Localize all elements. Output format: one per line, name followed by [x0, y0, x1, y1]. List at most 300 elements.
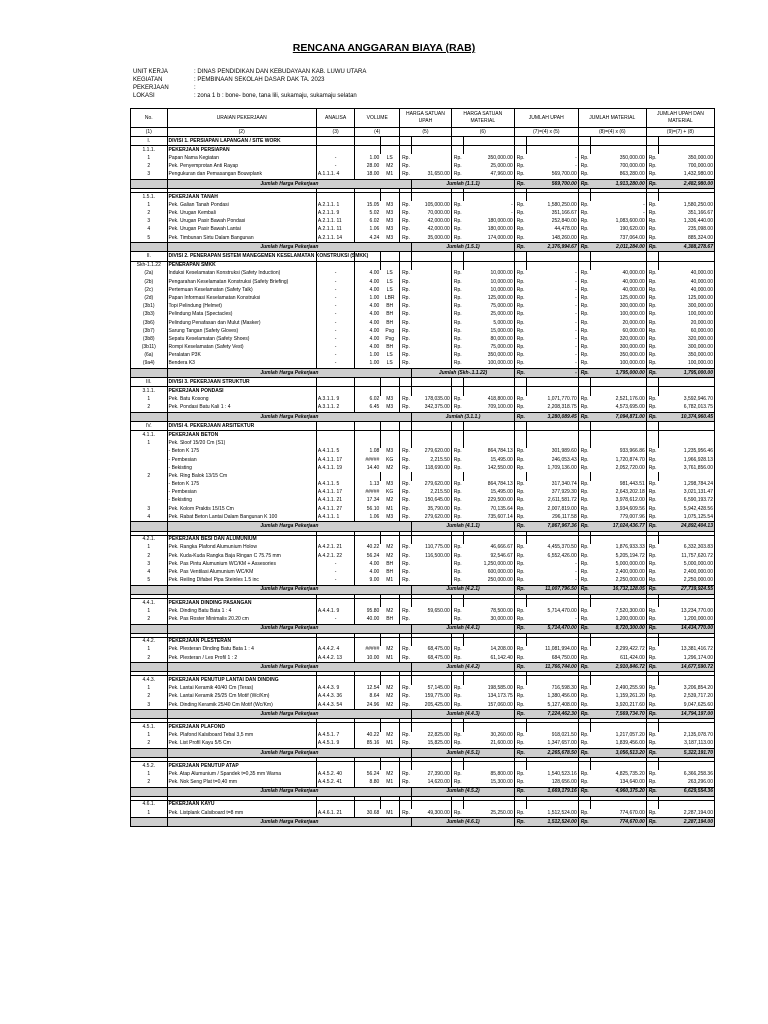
harga-material: 30,260.00: [464, 732, 515, 740]
currency-label: Rp.: [646, 693, 658, 701]
row-number: (3b3): [131, 311, 168, 319]
currency-label: Rp.: [451, 464, 463, 472]
empty-cell: [355, 387, 380, 396]
empty-cell: [400, 723, 412, 732]
currency-label: Rp.: [400, 577, 412, 586]
empty-cell: [514, 676, 526, 685]
currency-label: Rp.: [400, 210, 412, 218]
empty-cell: [380, 431, 399, 440]
empty-cell: [590, 800, 646, 809]
currency-label: Rp.: [578, 344, 590, 352]
empty-cell: [464, 762, 515, 771]
analisa-code: A.2.1.1. 1: [316, 201, 355, 209]
currency-label: Rp.: [646, 210, 658, 218]
currency-label: Rp.: [400, 568, 412, 576]
section-row: [131, 723, 715, 732]
item-description: - Beton K 175: [167, 448, 316, 456]
harga-upah: [412, 568, 452, 576]
subtotal-total: 1,795,000.00: [658, 369, 714, 378]
jumlah-upah: 246,053.43: [526, 456, 578, 464]
volume-unit: M2: [380, 770, 399, 778]
volume-unit: M1: [380, 654, 399, 663]
volume-qty: 1.06: [355, 513, 380, 522]
subtotal-upah: 1,669,179.16: [526, 787, 578, 796]
jumlah-material: 2,490,255.90: [590, 685, 646, 693]
empty-cell: [412, 252, 452, 261]
jumlah-total: 351,166.67: [658, 210, 714, 218]
jumlah-material: 4,825,735.20: [590, 770, 646, 778]
empty-cell: [526, 440, 578, 448]
meta-label: KEGIATAN: [133, 77, 163, 83]
volume-qty: 56.24: [355, 552, 380, 560]
empty-cell: [380, 535, 399, 544]
item-description: Pek. Listplank Calsiboard t=8 mm: [167, 809, 316, 818]
row-number: 1: [131, 685, 168, 693]
empty-cell: [355, 261, 380, 270]
subtotal-row: [131, 787, 715, 796]
currency-label: Rp.: [578, 327, 590, 335]
empty-cell: [316, 440, 355, 448]
empty-cell: [451, 762, 463, 771]
empty-cell: [646, 193, 658, 202]
empty-cell: [400, 431, 412, 440]
empty-cell: [355, 137, 380, 146]
jumlah-material: 1,083,600.00: [590, 218, 646, 226]
subtotal-material: 2,011,284.00: [590, 243, 646, 252]
document-title: RENCANA ANGGARAN BIAYA (RAB): [292, 42, 476, 54]
row-number: 3: [131, 171, 168, 180]
subtotal-label: Jumlah Harga Pekerjaan: [167, 413, 412, 422]
currency-label: Rp.: [451, 732, 463, 740]
subtotal-row: [131, 179, 715, 188]
jumlah-total: 3,761,856.00: [658, 464, 714, 472]
empty-cell: [355, 676, 380, 685]
subtotal-row: [131, 369, 715, 378]
volume-qty: #####: [355, 646, 380, 654]
currency-label: Rp.: [451, 615, 463, 624]
currency-label: Rp.: [514, 663, 526, 672]
table-row: [131, 226, 715, 234]
section-title: PEKERJAAN PERSIAPAN: [167, 146, 316, 155]
volume-unit: M3: [380, 210, 399, 218]
empty-cell: [464, 472, 515, 480]
empty-cell: [355, 422, 380, 431]
currency-label: Rp.: [514, 154, 526, 162]
table-header-row: [131, 109, 715, 128]
jumlah-material: 5,000,000.00: [590, 560, 646, 568]
subtotal-upah: 3,280,089.45: [526, 413, 578, 422]
empty-cell: [412, 387, 452, 396]
item-description: Pek. Dinding Keramik 25/40 Cm Motif (Wc/Km): [167, 701, 316, 710]
item-description: Pek. Batu Kosong: [167, 396, 316, 404]
empty-cell: [646, 535, 658, 544]
currency-label: Rp.: [578, 226, 590, 234]
harga-upah: 42,000.00: [412, 226, 452, 234]
analisa-code: -: [316, 303, 355, 311]
currency-label: Rp.: [514, 456, 526, 464]
currency-label: Rp.: [646, 243, 658, 252]
jumlah-material: 1,217,057.20: [590, 732, 646, 740]
volume-qty: 4.00: [355, 560, 380, 568]
currency-label: Rp.: [646, 740, 658, 749]
currency-label: Rp.: [400, 489, 412, 497]
currency-label: Rp.: [646, 413, 658, 422]
meta-label: LOKASI: [133, 93, 155, 99]
row-number: IV.: [131, 422, 168, 431]
empty-cell: [526, 598, 578, 607]
empty-cell: [380, 598, 399, 607]
currency-label: Rp.: [400, 464, 412, 472]
item-description: - Pembesian: [167, 489, 316, 497]
currency-label: Rp.: [514, 787, 526, 796]
index-cell: (8)=(4) x (6): [578, 128, 646, 137]
division-title: DIVISI 2. PENERAPAN SISTEM MANEGEMEN KESELAMATAN KONSTRUKSI (SMKK): [167, 252, 316, 261]
volume-unit: LS: [380, 270, 399, 278]
empty-cell: [380, 146, 399, 155]
empty-cell: [451, 637, 463, 646]
currency-label: Rp.: [646, 560, 658, 568]
currency-label: Rp.: [514, 646, 526, 654]
empty-cell: [400, 378, 412, 387]
meta-value: : PEMBINAAN SEKOLAH DASAR DAK TA. 2023: [194, 77, 325, 83]
jumlah-upah: 301,989.60: [526, 448, 578, 456]
item-description: Pek. Penyemprotan Anti Rayap: [167, 163, 316, 171]
currency-label: Rp.: [514, 740, 526, 749]
subtotal-label: Jumlah Harga Pekerjaan: [167, 787, 412, 796]
empty-cell: [578, 431, 590, 440]
row-number: 2: [131, 615, 168, 624]
analisa-code: A.2.1.1. 11: [316, 218, 355, 226]
subtotal-upah: 7,224,462.30: [526, 710, 578, 719]
currency-label: Rp.: [451, 513, 463, 522]
index-cell: (3): [316, 128, 355, 137]
subtotal-ref: Jumlah (4.5.2): [412, 787, 515, 796]
currency-label: Rp.: [578, 489, 590, 497]
empty-cell: [578, 472, 590, 480]
item-description: Pek. Dinding Batu Bata 1 : 4: [167, 607, 316, 615]
currency-label: Rp.: [578, 456, 590, 464]
analisa-code: A.4.1.1. 17: [316, 456, 355, 464]
volume-qty: 4.00: [355, 319, 380, 327]
section-row: [131, 800, 715, 809]
item-description: Pek. Ring Balok 13/15 Cm: [167, 472, 316, 480]
currency-label: Rp.: [400, 701, 412, 710]
currency-label: Rp.: [514, 654, 526, 663]
empty-cell: [380, 472, 399, 480]
currency-label: Rp.: [514, 369, 526, 378]
empty-cell: [451, 261, 463, 270]
row-number: [131, 464, 168, 472]
empty-cell: [464, 378, 515, 387]
jumlah-upah: 918,021.50: [526, 732, 578, 740]
currency-label: Rp.: [578, 278, 590, 286]
currency-label: Rp.: [578, 319, 590, 327]
header-jumlah-upah: JUMLAH UPAH: [514, 109, 578, 128]
currency-label: Rp.: [646, 464, 658, 472]
subtotal-ref: Jumlah (4.4.2): [412, 663, 515, 672]
jumlah-material: 300,000.00: [590, 303, 646, 311]
currency-label: Rp.: [646, 335, 658, 343]
currency-label: Rp.: [646, 568, 658, 576]
currency-label: Rp.: [451, 701, 463, 710]
analisa-code: -: [316, 615, 355, 624]
currency-label: Rp.: [578, 201, 590, 209]
harga-upah: [412, 352, 452, 360]
jumlah-total: 13,381,416.72: [658, 646, 714, 654]
subtotal-ref: Jumlah (Skh-.1.1.22): [412, 369, 515, 378]
volume-qty: 4.00: [355, 303, 380, 311]
currency-label: Rp.: [646, 369, 658, 378]
item-description: Pek. Atap Alumunium / Spandek t=0,35 mm Warna: [167, 770, 316, 778]
row-number: II.: [131, 252, 168, 261]
volume-unit: M1: [380, 779, 399, 788]
volume-unit: M2: [380, 607, 399, 615]
currency-label: Rp.: [400, 456, 412, 464]
jumlah-total: 5,000,000.00: [658, 560, 714, 568]
header-jumlah-material: JUMLAH MATERIAL: [578, 109, 646, 128]
division-row: [131, 422, 715, 431]
currency-label: Rp.: [514, 360, 526, 369]
volume-unit: BH: [380, 568, 399, 576]
empty-cell: [514, 472, 526, 480]
currency-label: Rp.: [646, 171, 658, 180]
harga-material: 198,585.00: [464, 685, 515, 693]
currency-label: Rp.: [514, 201, 526, 209]
item-description: - Bekisting: [167, 497, 316, 505]
table-row: [131, 464, 715, 472]
currency-label: Rp.: [646, 624, 658, 633]
analisa-code: -: [316, 560, 355, 568]
empty-cell: [316, 472, 355, 480]
index-cell: (4): [355, 128, 400, 137]
subtotal-total: 14,434,770.00: [658, 624, 714, 633]
analisa-code: -: [316, 311, 355, 319]
empty-cell: [578, 762, 590, 771]
currency-label: Rp.: [514, 710, 526, 719]
jumlah-material: 2,250,000.00: [590, 577, 646, 586]
meta-row: [133, 68, 366, 76]
analisa-code: A.3.1.1. 2: [316, 404, 355, 413]
currency-label: Rp.: [451, 360, 463, 369]
empty-cell: [658, 723, 714, 732]
section-row: [131, 762, 715, 771]
table-row: [131, 440, 715, 448]
empty-cell: [316, 637, 355, 646]
analisa-code: A.2.1.1. 14: [316, 234, 355, 243]
empty-cell: [451, 422, 463, 431]
harga-material: 21,600.00: [464, 740, 515, 749]
subtotal-total: 27,739,924.55: [658, 585, 714, 594]
currency-label: Rp.: [646, 344, 658, 352]
table-row: [131, 352, 715, 360]
table-row: [131, 294, 715, 302]
currency-label: Rp.: [514, 732, 526, 740]
analisa-code: A.4.1.1. 17: [316, 489, 355, 497]
section-row: [131, 261, 715, 270]
empty-cell: [451, 472, 463, 480]
empty-cell: [646, 800, 658, 809]
currency-label: Rp.: [514, 413, 526, 422]
harga-material: 46,666.67: [464, 544, 515, 552]
empty-cell: [316, 676, 355, 685]
empty-cell: [658, 637, 714, 646]
empty-cell: [514, 378, 526, 387]
empty-cell: [590, 431, 646, 440]
row-number: 4.1.1.: [131, 431, 168, 440]
empty-cell: [514, 261, 526, 270]
empty-cell: [400, 422, 412, 431]
volume-unit: BH: [380, 311, 399, 319]
empty-cell: [451, 723, 463, 732]
empty-cell: [316, 422, 355, 431]
row-number: 1.5.1.: [131, 193, 168, 202]
subtotal-upah: 7,867,967.36: [526, 522, 578, 531]
currency-label: Rp.: [514, 319, 526, 327]
empty-cell: [464, 193, 515, 202]
analisa-code: -: [316, 319, 355, 327]
currency-label: Rp.: [646, 522, 658, 531]
currency-label: Rp.: [646, 481, 658, 489]
row-number: 2: [131, 210, 168, 218]
empty-cell: [658, 676, 714, 685]
empty-cell: [658, 261, 714, 270]
jumlah-material: 4,573,695.00: [590, 404, 646, 413]
empty-cell: [514, 598, 526, 607]
harga-upah: [412, 560, 452, 568]
empty-cell: [380, 800, 399, 809]
empty-cell: [131, 243, 168, 252]
subtotal-total: 14,677,590.72: [658, 663, 714, 672]
currency-label: Rp.: [578, 448, 590, 456]
volume-qty: 4.00: [355, 270, 380, 278]
table-row: [131, 607, 715, 615]
jumlah-material: 2,052,720.00: [590, 464, 646, 472]
jumlah-upah: 11,081,994.00: [526, 646, 578, 654]
analisa-code: A.4.1.1. 19: [316, 464, 355, 472]
meta-value: :: [194, 85, 196, 91]
harga-material: 47,960.00: [464, 171, 515, 180]
currency-label: Rp.: [514, 568, 526, 576]
jumlah-material: 5,205,194.72: [590, 552, 646, 560]
jumlah-total: 1,580,250.00: [658, 201, 714, 209]
analisa-code: A.4.1.1. 21: [316, 497, 355, 505]
currency-label: Rp.: [400, 404, 412, 413]
table-row: [131, 278, 715, 286]
empty-cell: [514, 146, 526, 155]
empty-cell: [316, 137, 355, 146]
volume-qty: 8.80: [355, 779, 380, 788]
currency-label: Rp.: [451, 278, 463, 286]
jumlah-upah: 2,611,581.72: [526, 497, 578, 505]
empty-cell: [658, 387, 714, 396]
empty-cell: [451, 252, 463, 261]
empty-cell: [578, 598, 590, 607]
volume-qty: 10.00: [355, 654, 380, 663]
harga-material: 10,000.00: [464, 286, 515, 294]
row-number: (3b11): [131, 344, 168, 352]
jumlah-total: 1,336,440.00: [658, 218, 714, 226]
subtotal-label: Jumlah Harga Pekerjaan: [167, 369, 412, 378]
currency-label: Rp.: [451, 311, 463, 319]
empty-cell: [578, 422, 590, 431]
jumlah-upah: 1,347,657.00: [526, 740, 578, 749]
table-row: [131, 646, 715, 654]
jumlah-total: 6,366,258.36: [658, 770, 714, 778]
subtotal-ref: Jumlah (1.1.1): [412, 179, 515, 188]
volume-unit: BH: [380, 319, 399, 327]
subtotal-total: 10,374,960.45: [658, 413, 714, 422]
empty-cell: [578, 146, 590, 155]
header-no: No.: [131, 109, 168, 128]
harga-upah: 178,035.00: [412, 396, 452, 404]
volume-qty: 4.00: [355, 568, 380, 576]
jumlah-upah: -: [526, 560, 578, 568]
harga-upah: [412, 319, 452, 327]
harga-material: 15,300.00: [464, 779, 515, 788]
table-row: [131, 513, 715, 522]
harga-upah: 2,215.50: [412, 456, 452, 464]
empty-cell: [646, 146, 658, 155]
currency-label: Rp.: [646, 234, 658, 243]
analisa-code: A.4.1.1. 5: [316, 448, 355, 456]
harga-upah: 59,650.00: [412, 607, 452, 615]
subtotal-row: [131, 413, 715, 422]
harga-upah: 150,645.00: [412, 497, 452, 505]
currency-label: Rp.: [451, 809, 463, 818]
empty-cell: [400, 598, 412, 607]
jumlah-upah: -: [526, 303, 578, 311]
table-row: [131, 335, 715, 343]
currency-label: Rp.: [578, 646, 590, 654]
volume-unit: LBR: [380, 294, 399, 302]
empty-cell: [578, 535, 590, 544]
harga-upah: 279,620.00: [412, 481, 452, 489]
currency-label: Rp.: [451, 646, 463, 654]
harga-material: 70,135.64: [464, 505, 515, 513]
section-title: PEKERJAAN KAYU: [167, 800, 316, 809]
currency-label: Rp.: [514, 404, 526, 413]
volume-unit: KG: [380, 489, 399, 497]
volume-unit: M3: [380, 513, 399, 522]
empty-cell: [526, 637, 578, 646]
currency-label: Rp.: [578, 513, 590, 522]
item-description: Pek. Urugan Pasir Bawah Pondasi: [167, 218, 316, 226]
jumlah-material: 981,443.51: [590, 481, 646, 489]
item-description: Pek. Pas Pintu Alumunium WC/KM + Assesories: [167, 560, 316, 568]
currency-label: Rp.: [514, 210, 526, 218]
empty-cell: [464, 637, 515, 646]
empty-cell: [131, 413, 168, 422]
currency-label: Rp.: [578, 818, 590, 827]
subtotal-ref: Jumlah (4.2.1): [412, 585, 515, 594]
subtotal-row: [131, 585, 715, 594]
subtotal-row: [131, 624, 715, 633]
subtotal-material: 8,720,300.00: [590, 624, 646, 633]
section-row: [131, 637, 715, 646]
currency-label: Rp.: [514, 163, 526, 171]
currency-label: Rp.: [451, 497, 463, 505]
currency-label: Rp.: [451, 693, 463, 701]
row-number: (9a4): [131, 360, 168, 369]
empty-cell: [316, 146, 355, 155]
currency-label: Rp.: [646, 809, 658, 818]
currency-label: Rp.: [646, 663, 658, 672]
item-description: Pek. Pondasi Batu Kali 1 : 4: [167, 404, 316, 413]
currency-label: Rp.: [514, 464, 526, 472]
harga-material: 25,000.00: [464, 163, 515, 171]
analisa-code: -: [316, 154, 355, 162]
empty-cell: [451, 676, 463, 685]
